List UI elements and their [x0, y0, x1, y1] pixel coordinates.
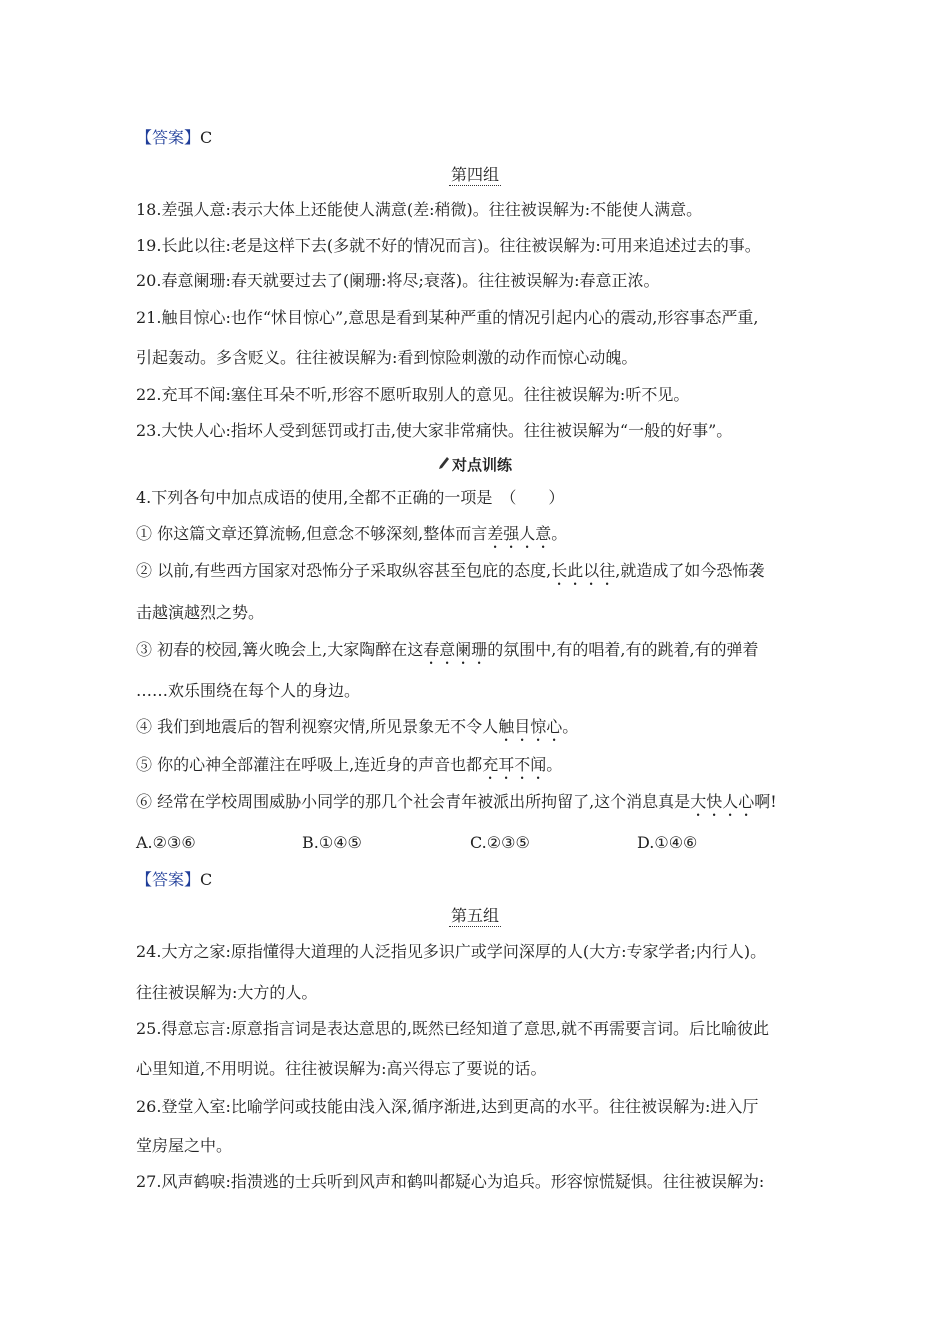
idiom-item-21-cont: 引起轰动。多含贬义。往往被误解为:看到惊险刺激的动作而惊心动魄。	[136, 348, 638, 367]
idiom-item-25: 25.得意忘言:原意指言词是表达意思的,既然已经知道了意思,就不再需要言词。后比喻彼此	[136, 1019, 770, 1038]
option-d: D.①④⑥	[637, 833, 698, 852]
idiom-item-27: 27.风声鹤唳:指溃逃的士兵听到风声和鹤叫都疑心为追兵。形容惊慌疑惧。往往被误解为:	[136, 1172, 765, 1191]
idiom-dotted: 长此以往	[551, 561, 616, 580]
answer-line-2	[136, 870, 212, 890]
idiom-item-24-cont: 往往被误解为:大方的人。	[136, 983, 318, 1002]
idiom-item-26: 26.登堂入室:比喻学问或技能由浅入深,循序渐进,达到更高的水平。往往被误解为:进入厅	[136, 1097, 759, 1116]
answer-value: C	[200, 870, 213, 889]
idiom-dotted: 差强人意	[487, 524, 552, 543]
sentence-6: ⑥ 经常在学校周围威胁小同学的那几个社会青年被派出所拘留了,这个消息真是大快人心啊!	[136, 792, 777, 811]
training-section-title: 对点训练	[0, 455, 950, 475]
idiom-item-20: 20.春意阑珊:春天就要过去了(阑珊:将尽;衰落)。往往被误解为:春意正浓。	[136, 271, 660, 290]
sentence-5: ⑤ 你的心神全部灌注在呼吸上,连近身的声音也都充耳不闻。	[136, 755, 563, 774]
idiom-item-18: 18.差强人意:表示大体上还能使人满意(差:稍微)。往往被误解为:不能使人满意。	[136, 200, 703, 219]
option-b: B.①④⑤	[302, 833, 362, 852]
sentence-3-cont: ……欢乐围绕在每个人的身边。	[136, 681, 361, 700]
sentence-1: ① 你这篇文章还算流畅,但意念不够深刻,整体而言差强人意。	[136, 524, 568, 543]
idiom-item-23: 23.大快人心:指坏人受到惩罚或打击,使大家非常痛快。往往被误解为“一般的好事”。	[136, 421, 733, 440]
idiom-item-21: 21.触目惊心:也作“怵目惊心”,意思是看到某种严重的情况引起内心的震动,形容事态严重,	[136, 308, 759, 327]
sentence-3: ③ 初春的校园,篝火晚会上,大家陶醉在这春意阑珊的氛围中,有的唱着,有的跳着,有的弹着	[136, 640, 759, 659]
option-c: C.②③⑤	[470, 833, 530, 852]
answer-line-1	[136, 128, 212, 148]
sentence-2-cont: 击越演越烈之势。	[136, 603, 265, 622]
answer-tag: 【答案】	[136, 128, 201, 147]
group-five-title: 第五组	[450, 906, 499, 925]
idiom-dotted: 充耳不闻	[482, 755, 547, 774]
pencil-icon	[438, 455, 450, 475]
option-a: A.②③⑥	[136, 833, 196, 852]
question-stem: 4.下列各句中加点成语的使用,全都不正确的一项是 （ ）	[136, 488, 565, 507]
idiom-dotted: 触目惊心	[498, 717, 563, 736]
idiom-item-24: 24.大方之家:原指懂得大道理的人泛指见多识广或学问深厚的人(大方:专家学者;内行人)。	[136, 942, 767, 961]
sentence-4: ④ 我们到地震后的智利视察灾情,所见景象无不令人触目惊心。	[136, 717, 579, 736]
idiom-item-22: 22.充耳不闻:塞住耳朵不听,形容不愿听取别人的意见。往往被误解为:听不见。	[136, 385, 690, 404]
idiom-item-25-cont: 心里知道,不用明说。往往被误解为:高兴得忘了要说的话。	[136, 1059, 547, 1078]
idiom-item-26-cont: 堂房屋之中。	[136, 1136, 233, 1155]
idiom-dotted: 春意阑珊	[423, 640, 488, 659]
group-four-title: 第四组	[450, 165, 499, 184]
idiom-item-19: 19.长此以往:老是这样下去(多就不好的情况而言)。往往被误解为:可用来追述过去的事。	[136, 236, 761, 255]
idiom-dotted: 大快人心	[690, 792, 755, 811]
sentence-2: ② 以前,有些西方国家对恐怖分子采取纵容甚至包庇的态度,长此以往,就造成了如今恐怖袭	[136, 561, 765, 580]
answer-value: C	[200, 128, 213, 147]
answer-tag: 【答案】	[136, 870, 201, 889]
